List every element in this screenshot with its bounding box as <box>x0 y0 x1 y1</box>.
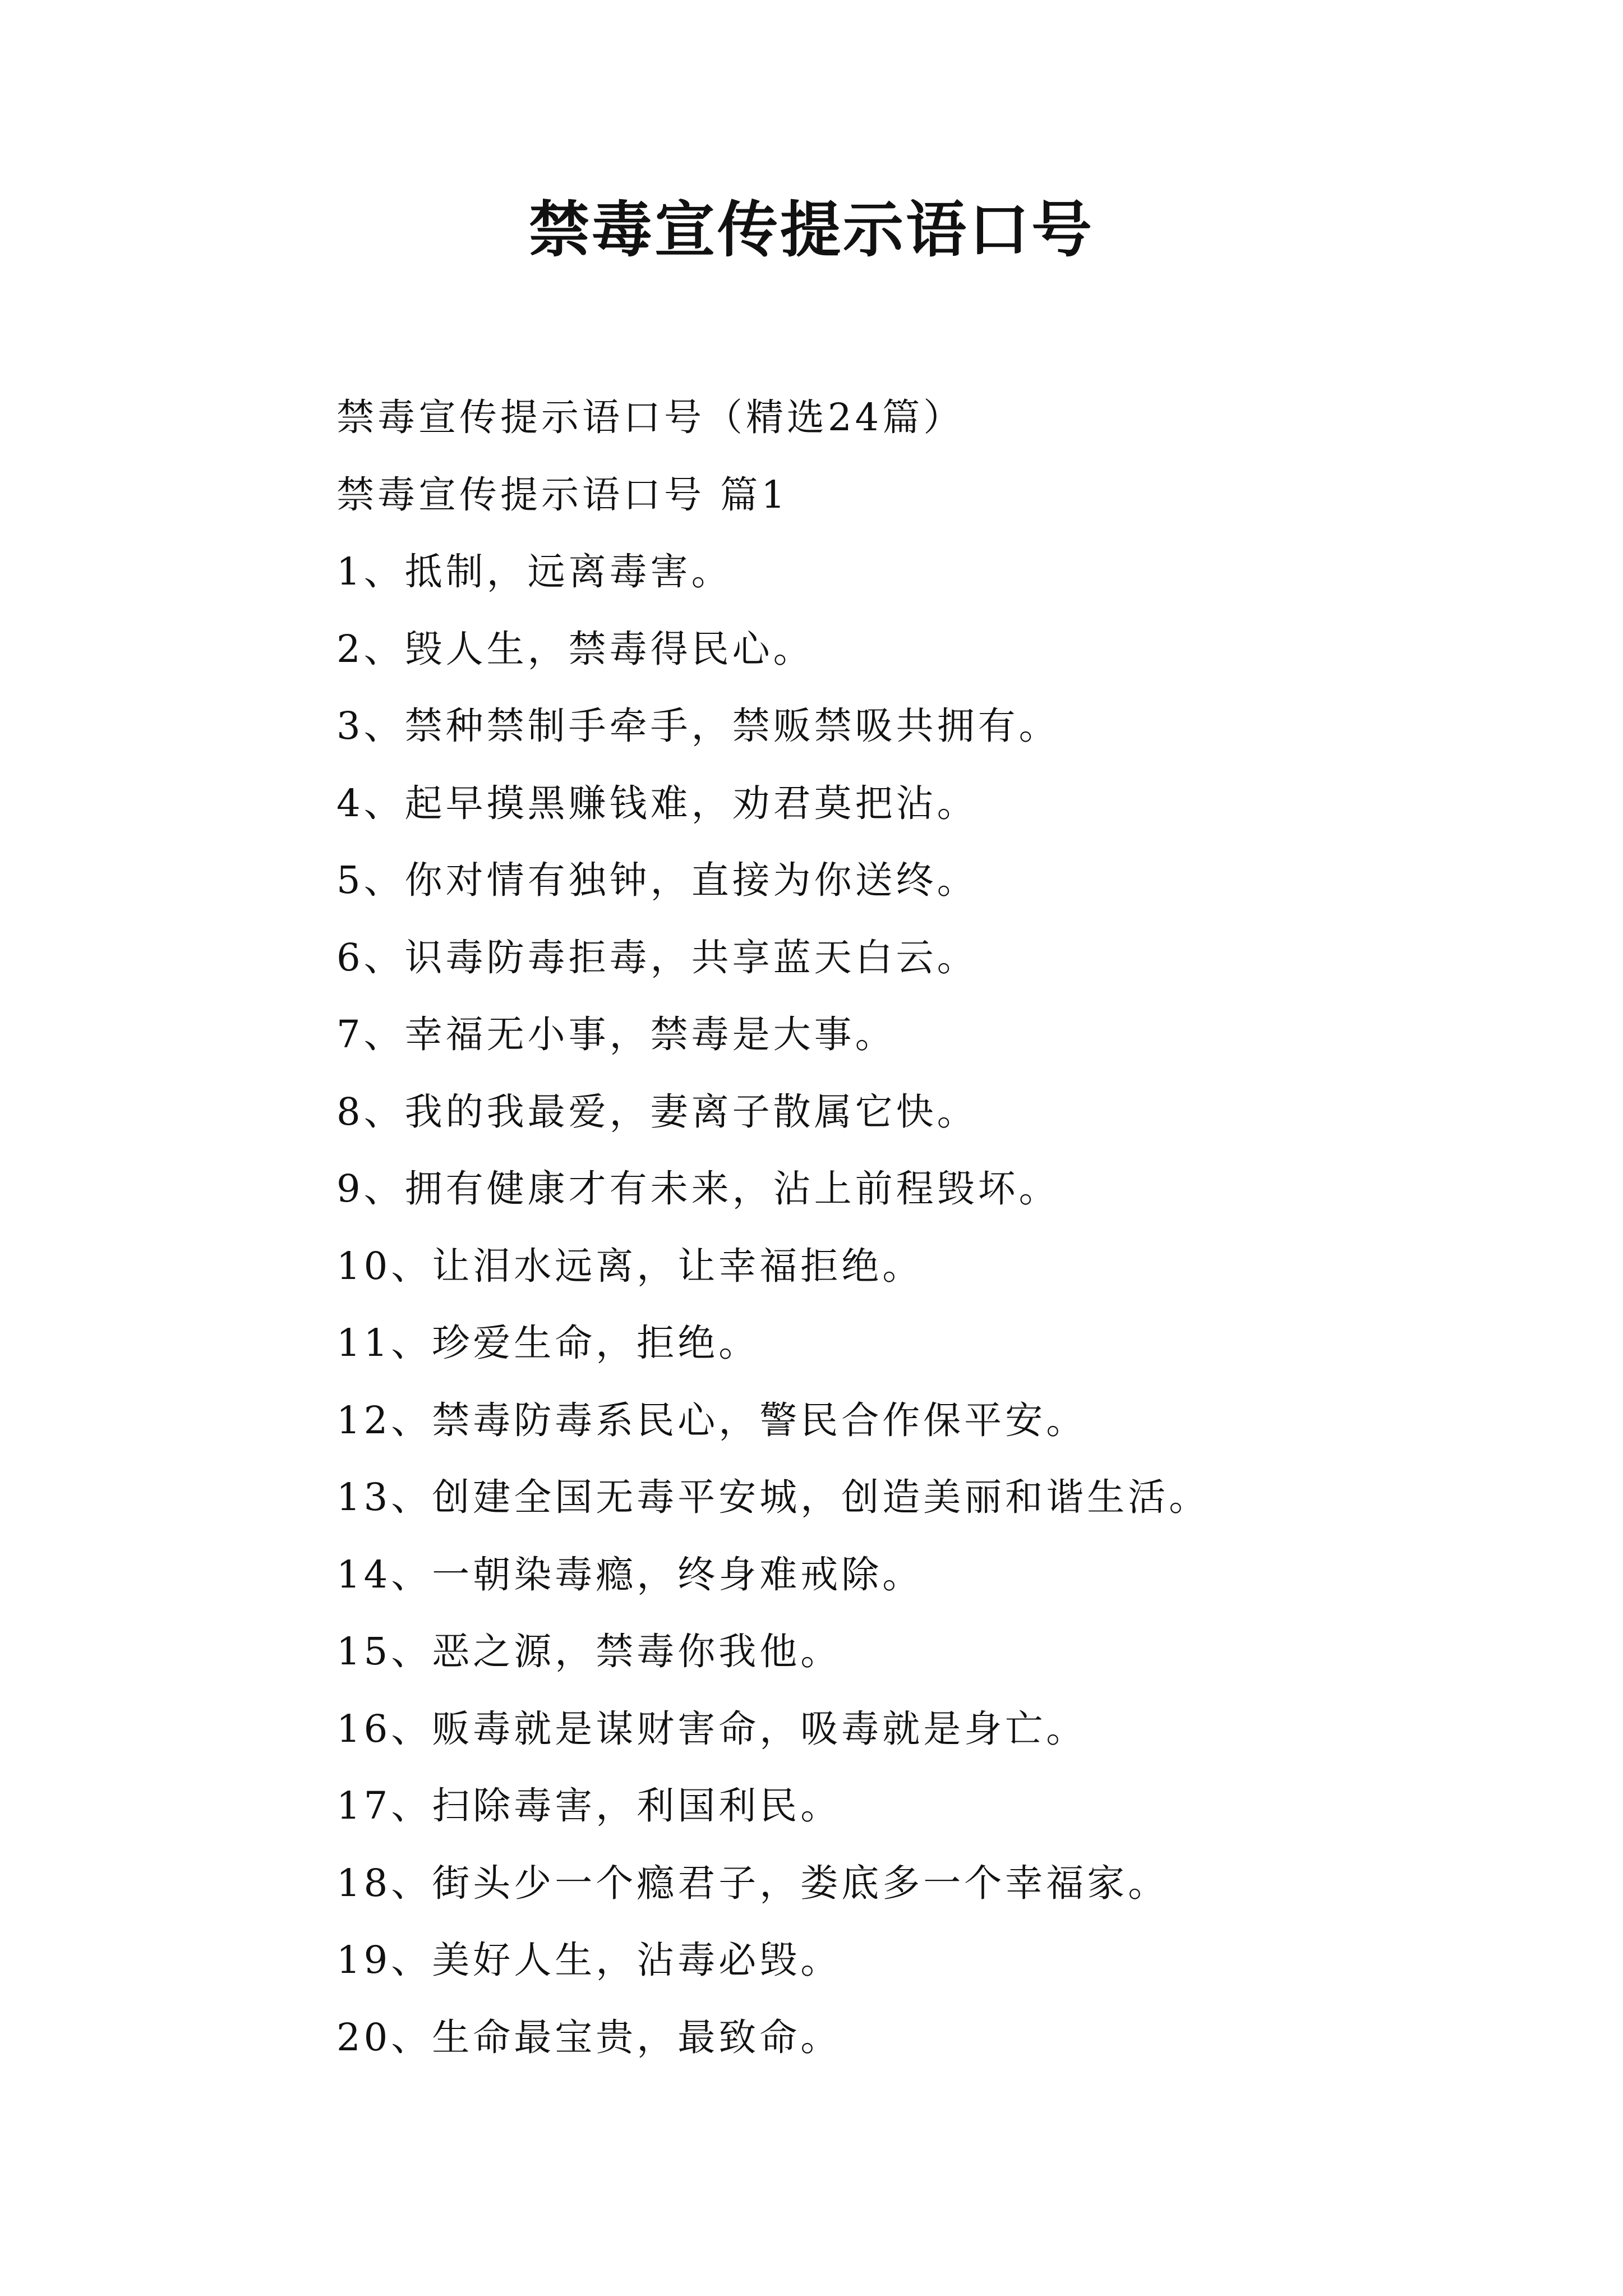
slogan-item: 10、让泪水远离，让幸福拒绝。 <box>336 1244 924 1288</box>
slogan-item: 9、拥有健康才有未来，沾上前程毁坏。 <box>336 1167 1060 1211</box>
slogan-item: 13、创建全国无毒平安城，创造美丽和谐生活。 <box>336 1475 1210 1519</box>
slogan-item: 17、扫除毒害，利国利民。 <box>336 1784 842 1828</box>
slogan-item: 14、一朝染毒瘾，终身难戒除。 <box>336 1552 924 1596</box>
slogan-item: 7、幸福无小事，禁毒是大事。 <box>336 1013 896 1056</box>
slogan-item: 19、美好人生，沾毒必毁。 <box>336 1938 842 1982</box>
slogan-item: 6、识毒防毒拒毒，共享蓝天白云。 <box>336 935 978 979</box>
slogan-list <box>336 533 1570 2076</box>
slogan-item: 3、禁种禁制手牵手，禁贩禁吸共拥有。 <box>336 704 1060 748</box>
slogan-item: 15、恶之源，禁毒你我他。 <box>336 1630 842 1673</box>
slogan-item: 11、珍爱生命，拒绝。 <box>336 1321 760 1365</box>
slogan-item: 12、禁毒防毒系民心，警民合作保平安。 <box>336 1398 1087 1442</box>
document-subtitle: 禁毒宣传提示语口号（精选24篇） <box>336 395 965 439</box>
slogan-item: 20、生命最宝贵，最致命。 <box>336 2015 842 2059</box>
slogan-item: 18、街头少一个瘾君子，娄底多一个幸福家。 <box>336 1861 1169 1905</box>
section-heading: 禁毒宣传提示语口号 篇1 <box>336 472 789 517</box>
slogan-item: 1、抵制，远离毒害。 <box>336 550 732 593</box>
slogan-item: 8、我的我最爱，妻离子散属它快。 <box>336 1089 978 1134</box>
slogan-item: 5、你对情有独钟，直接为你送终。 <box>336 858 978 902</box>
slogan-item: 4、起早摸黑赚钱难，劝君莫把沾。 <box>336 781 978 825</box>
document-body <box>336 379 1570 2076</box>
slogan-item: 2、毁人生，禁毒得民心。 <box>336 627 814 671</box>
document-title: 禁毒宣传提示语口号 <box>528 195 1094 265</box>
slogan-item: 16、贩毒就是谋财害命，吸毒就是身亡。 <box>336 1706 1087 1751</box>
